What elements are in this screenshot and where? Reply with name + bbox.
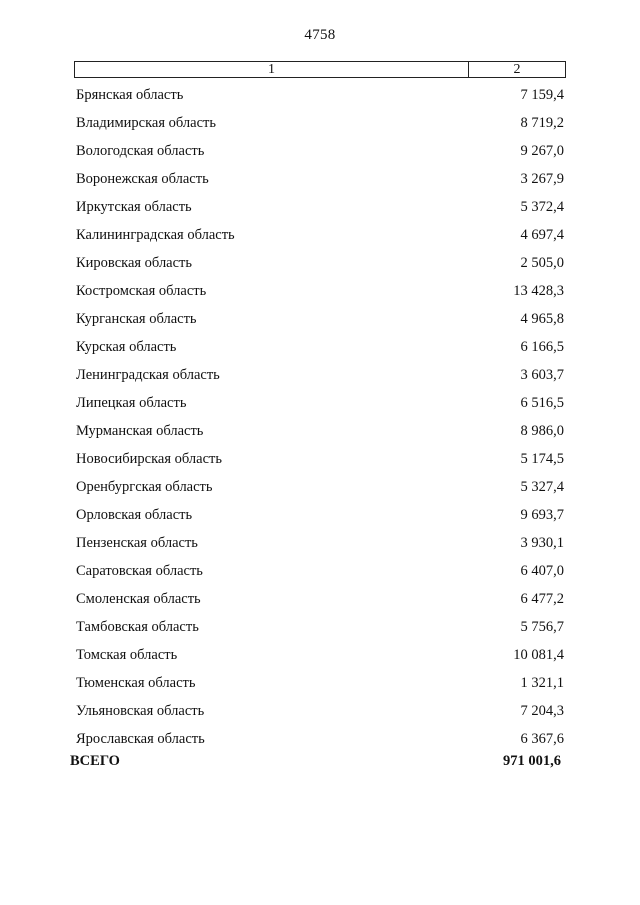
table-row [74,501,564,529]
table-row [74,529,564,557]
region-name: Оренбургская область [76,478,213,495]
table-row [74,697,564,725]
region-value: 6 477,2 [520,590,564,607]
total-label: ВСЕГО [70,752,120,769]
region-value: 3 930,1 [520,534,564,551]
table-row [74,445,564,473]
table-row [74,165,564,193]
region-name: Курская область [76,338,177,355]
table-row [74,193,564,221]
region-name: Калининградская область [76,226,235,243]
region-value: 7 159,4 [520,86,564,103]
column-header-1: 1 [75,62,469,77]
table-row [74,585,564,613]
region-name: Владимирская область [76,114,216,131]
region-value: 8 719,2 [520,114,564,131]
region-name: Костромская область [76,282,207,299]
region-name: Курганская область [76,310,197,327]
region-name: Ленинградская область [76,366,220,383]
region-name: Пензенская область [76,534,198,551]
region-name: Ульяновская область [76,702,205,719]
region-name: Воронежская область [76,170,209,187]
region-value: 3 267,9 [520,170,564,187]
total-value: 971 001,6 [503,752,561,769]
region-value: 1 321,1 [520,674,564,691]
region-value: 13 428,3 [513,282,564,299]
region-value: 6 166,5 [520,338,564,355]
region-name: Кировская область [76,254,193,271]
table-row [74,249,564,277]
table-row [74,109,564,137]
table-row [74,641,564,669]
region-value: 5 327,4 [520,478,564,495]
region-name: Смоленская область [76,590,201,607]
table-row [74,613,564,641]
region-value: 2 505,0 [520,254,564,271]
region-name: Новосибирская область [76,450,222,467]
region-value: 5 174,5 [520,450,564,467]
region-name: Томская область [76,646,178,663]
region-value: 6 407,0 [520,562,564,579]
region-value: 9 693,7 [520,506,564,523]
region-name: Орловская область [76,506,193,523]
region-name: Тюменская область [76,674,196,691]
region-name: Тамбовская область [76,618,199,635]
region-value: 5 756,7 [520,618,564,635]
region-name: Мурманская область [76,422,204,439]
region-value: 8 986,0 [520,422,564,439]
region-name: Брянская область [76,86,184,103]
column-header-2: 2 [513,62,521,77]
table-row [74,669,564,697]
table-row [74,417,564,445]
region-value: 7 204,3 [520,702,564,719]
region-value: 4 697,4 [520,226,564,243]
table-row [74,305,564,333]
page-number: 4758 [304,27,336,43]
region-value: 9 267,0 [520,142,564,159]
table-row [74,557,564,585]
table-row [74,473,564,501]
table-row [74,137,564,165]
table-row [74,81,564,109]
region-name: Иркутская область [76,198,192,215]
region-name: Липецкая область [76,394,187,411]
table-row [74,333,564,361]
region-value: 10 081,4 [513,646,564,663]
table-row [74,725,564,753]
region-value: 5 372,4 [520,198,564,215]
region-value: 6 367,6 [520,730,564,747]
region-value: 6 516,5 [520,394,564,411]
table-column-header [74,61,566,78]
total-row [70,751,561,771]
region-value: 3 603,7 [520,366,564,383]
region-name: Вологодская область [76,142,205,159]
region-name: Саратовская область [76,562,203,579]
table-body [74,81,564,753]
region-value: 4 965,8 [520,310,564,327]
table-row [74,221,564,249]
table-row [74,277,564,305]
table-row [74,361,564,389]
table-row [74,389,564,417]
region-name: Ярославская область [76,730,205,747]
